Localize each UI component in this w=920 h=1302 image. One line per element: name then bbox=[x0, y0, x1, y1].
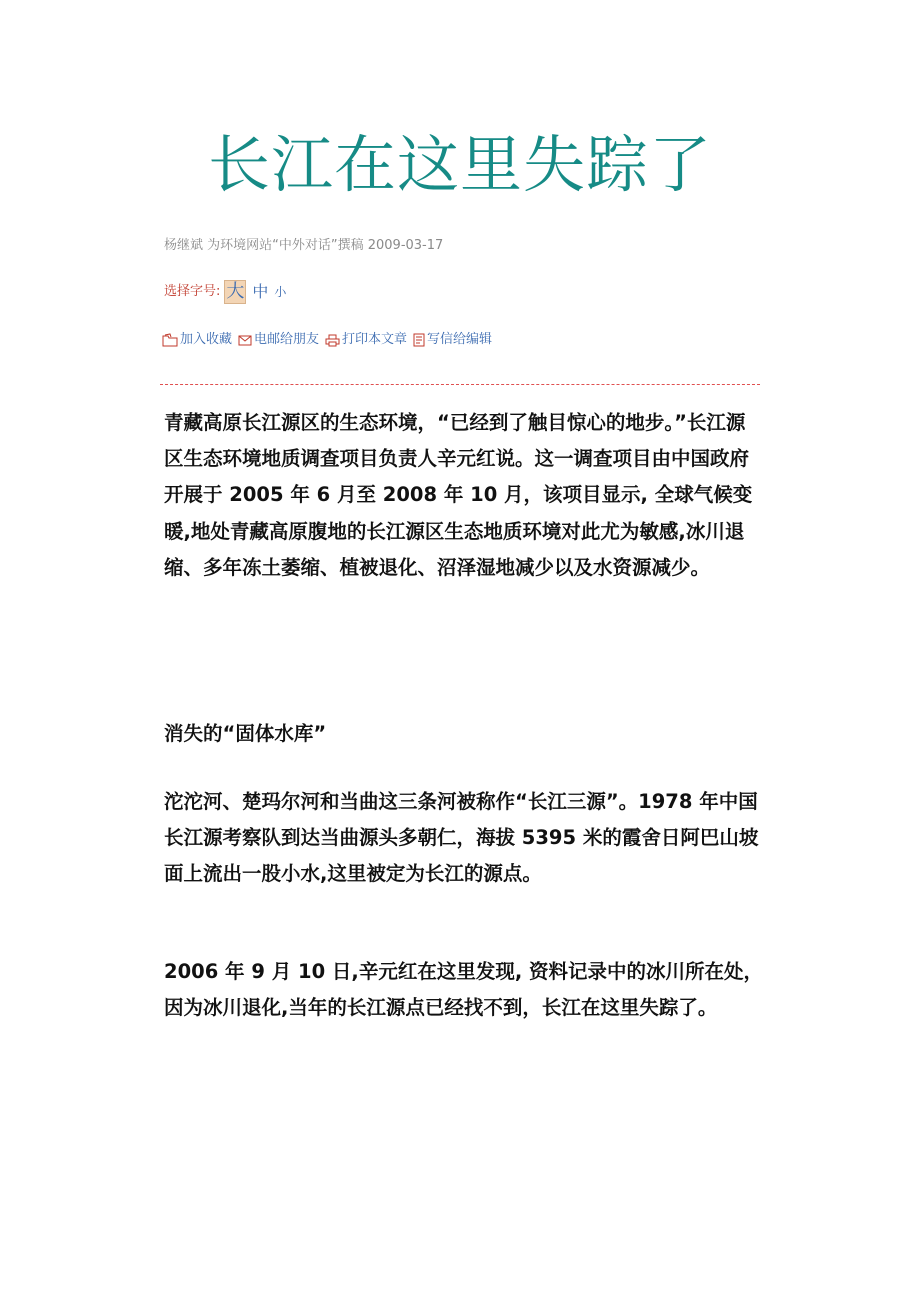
envelope-icon bbox=[238, 334, 252, 346]
print-article-link[interactable] bbox=[325, 330, 407, 350]
font-size-medium-link[interactable]: 中 bbox=[252, 282, 269, 301]
printer-icon bbox=[325, 334, 340, 347]
write-editor-label: 写信给编辑 bbox=[427, 332, 493, 347]
document-icon bbox=[413, 333, 425, 347]
font-size-selector bbox=[164, 280, 286, 304]
section-subheading: 消失的“固体水库” bbox=[164, 722, 327, 745]
email-friend-label: 电邮给朋友 bbox=[254, 332, 320, 347]
byline: 杨继斌 为环境网站“中外对话”撰稿 2009-03-17 bbox=[164, 238, 444, 253]
font-size-small-link[interactable]: 小 bbox=[274, 285, 287, 299]
write-editor-link[interactable] bbox=[413, 330, 492, 350]
folder-icon bbox=[162, 333, 178, 347]
paragraph-3: 2006 年 9 月 10 日,辛元红在这里发现, 资料记录中的冰川所在处，因为冰川退化,当年的长江源点已经找不到，长江在这里失踪了。 bbox=[164, 960, 764, 1020]
email-friend-link[interactable] bbox=[238, 330, 319, 350]
font-size-large-link[interactable]: 大 bbox=[226, 281, 245, 302]
paragraph-2: 沱沱河、楚玛尔河和当曲这三条河被称作“长江三源”。1978 年中国长江源考察队到达当曲源头多朝仁，海拔 5395 米的霞舍日阿巴山坡面上流出一股小水,这里被定为长江的源点。 bbox=[164, 790, 759, 886]
page-title: 长江在这里失踪了 bbox=[207, 128, 712, 201]
add-favorite-link[interactable] bbox=[162, 330, 232, 350]
print-article-label: 打印本文章 bbox=[342, 332, 408, 347]
add-favorite-label: 加入收藏 bbox=[180, 332, 233, 347]
paragraph-1: 青藏高原长江源区的生态环境，“已经到了触目惊心的地步。”长江源区生态环境地质调查项目负责人辛元红说。这一调查项目由中国政府开展于 2005 年 6 月至 2008 年 10 月，该项目显示, 全球气候变暖,地处青藏高原腹地的长江源区生态地质环境对此尤为敏感,冰川退缩、多年冻土萎缩、植被退化、沼泽湿地减少以及水资源减少。 bbox=[164, 411, 753, 579]
font-size-label: 选择字号: bbox=[164, 284, 221, 299]
divider bbox=[160, 384, 760, 385]
article-tools bbox=[162, 330, 498, 350]
